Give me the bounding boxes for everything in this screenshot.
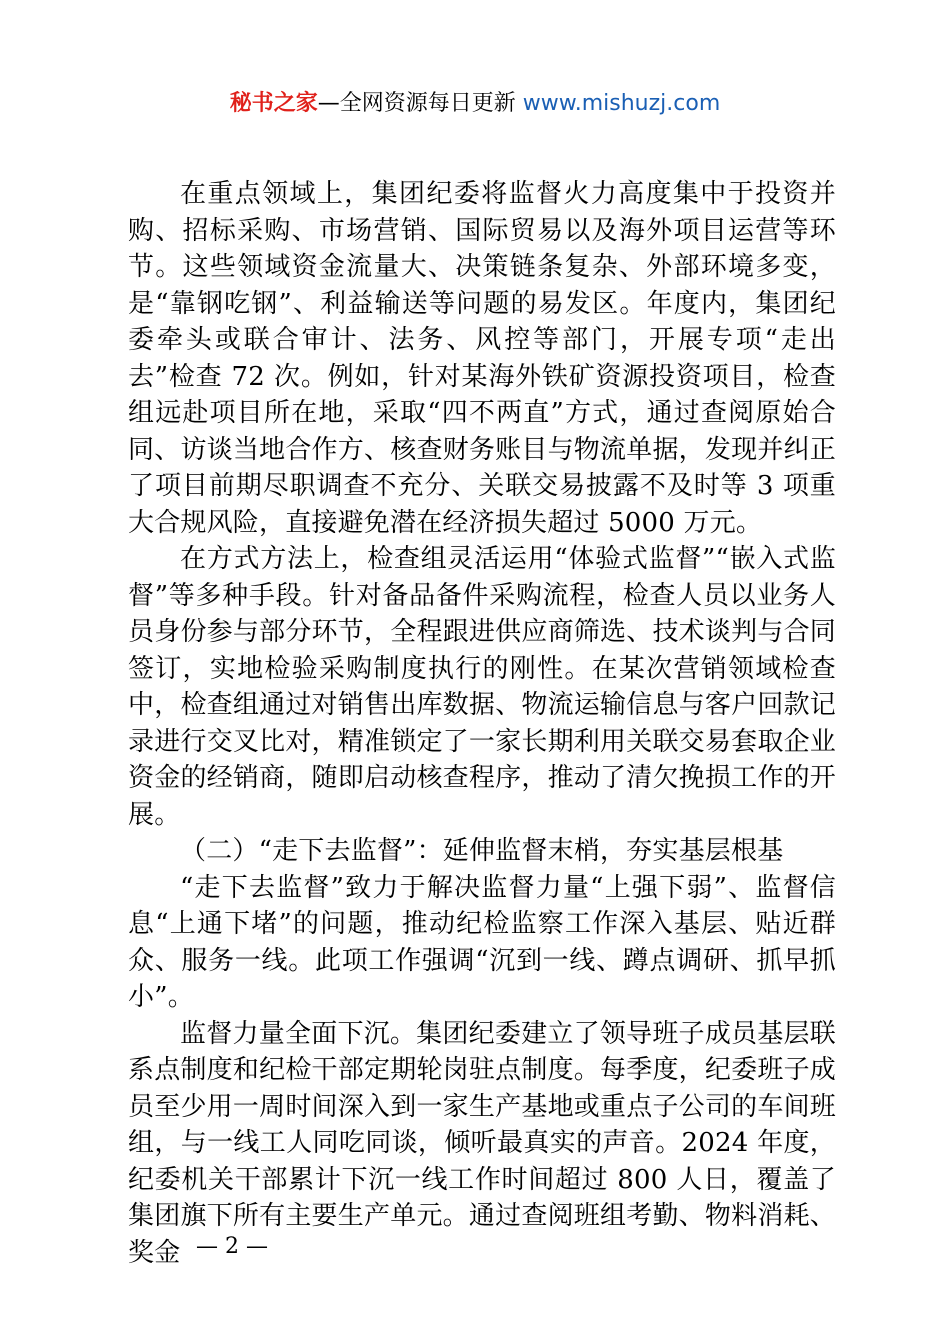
slogan: —全网资源每日更新: [317, 91, 523, 116]
paragraph-go-down-supervision: “走下去监督”致力于解决监督力量“上强下弱”、监督信息“上通下堵”的问题，推动纪检监察工作深入基层、贴近群众、服务一线。此项工作强调“沉到一线、蹲点调研、抓早抓小”。: [128, 872, 836, 1012]
brand-name: 秘书之家: [229, 91, 318, 116]
page-number: — 2 —: [196, 1234, 268, 1259]
paragraph-methods: 在方式方法上，检查组灵活运用“体验式监督”“嵌入式监督”等多种手段。针对备品备件采购流程，检查人员以业务人员身份参与部分环节，全程跟进供应商筛选、技术谈判与合同签订，实地检验采购制度执行的刚性。在某次营销领域检查中，检查组通过对销售出库数据、物流运输信息与客户回款记录进行交叉比对，精准锁定了一家长期利用关联交易套取企业资金的经销商，随即启动核查程序，推动了清欠挽损工作的开展。: [128, 544, 836, 830]
site-watermark-header: [0, 88, 950, 120]
document-body: [128, 176, 836, 1271]
paragraph-key-areas: 在重点领域上，集团纪委将监督火力高度集中于投资并购、招标采购、市场营销、国际贸易以及海外项目运营等环节。这些领域资金流量大、决策链条复杂、外部环境多变，是“靠钢吃钢”、利益输送等问题的易发区。年度内，集团纪委牵头或联合审计、法务、风控等部门，开展专项“走出去”检查 72 次。例如，针对某海外铁矿资源投资项目，检查组远赴项目所在地，采取“四不两直”方式，通过查阅原始合同、访谈当地合作方、核查财务账目与物流单据，发现并纠正了项目前期尽职调查不充分、关联交易披露不及时等 3 项重大合规风险，直接避免潜在经济损失超过 5000 万元。: [128, 179, 836, 538]
site-url-link[interactable]: www.mishuzj.com: [522, 91, 721, 116]
section-heading-2: （二）“走下去监督”：延伸监督末梢，夯实基层根基: [180, 836, 784, 866]
paragraph-force-sinking: 监督力量全面下沉。集团纪委建立了领导班子成员基层联系点制度和纪检干部定期轮岗驻点制度。每季度，纪委班子成员至少用一周时间深入到一家生产基地或重点子公司的车间班组，与一线工人同吃同谈，倾听最真实的声音。2024 年度，纪委机关干部累计下沉一线工作时间超过 800 人日，覆盖了集团旗下所有主要生产单元。通过查阅班组考勤、物料消耗、奖金: [128, 1018, 836, 1268]
